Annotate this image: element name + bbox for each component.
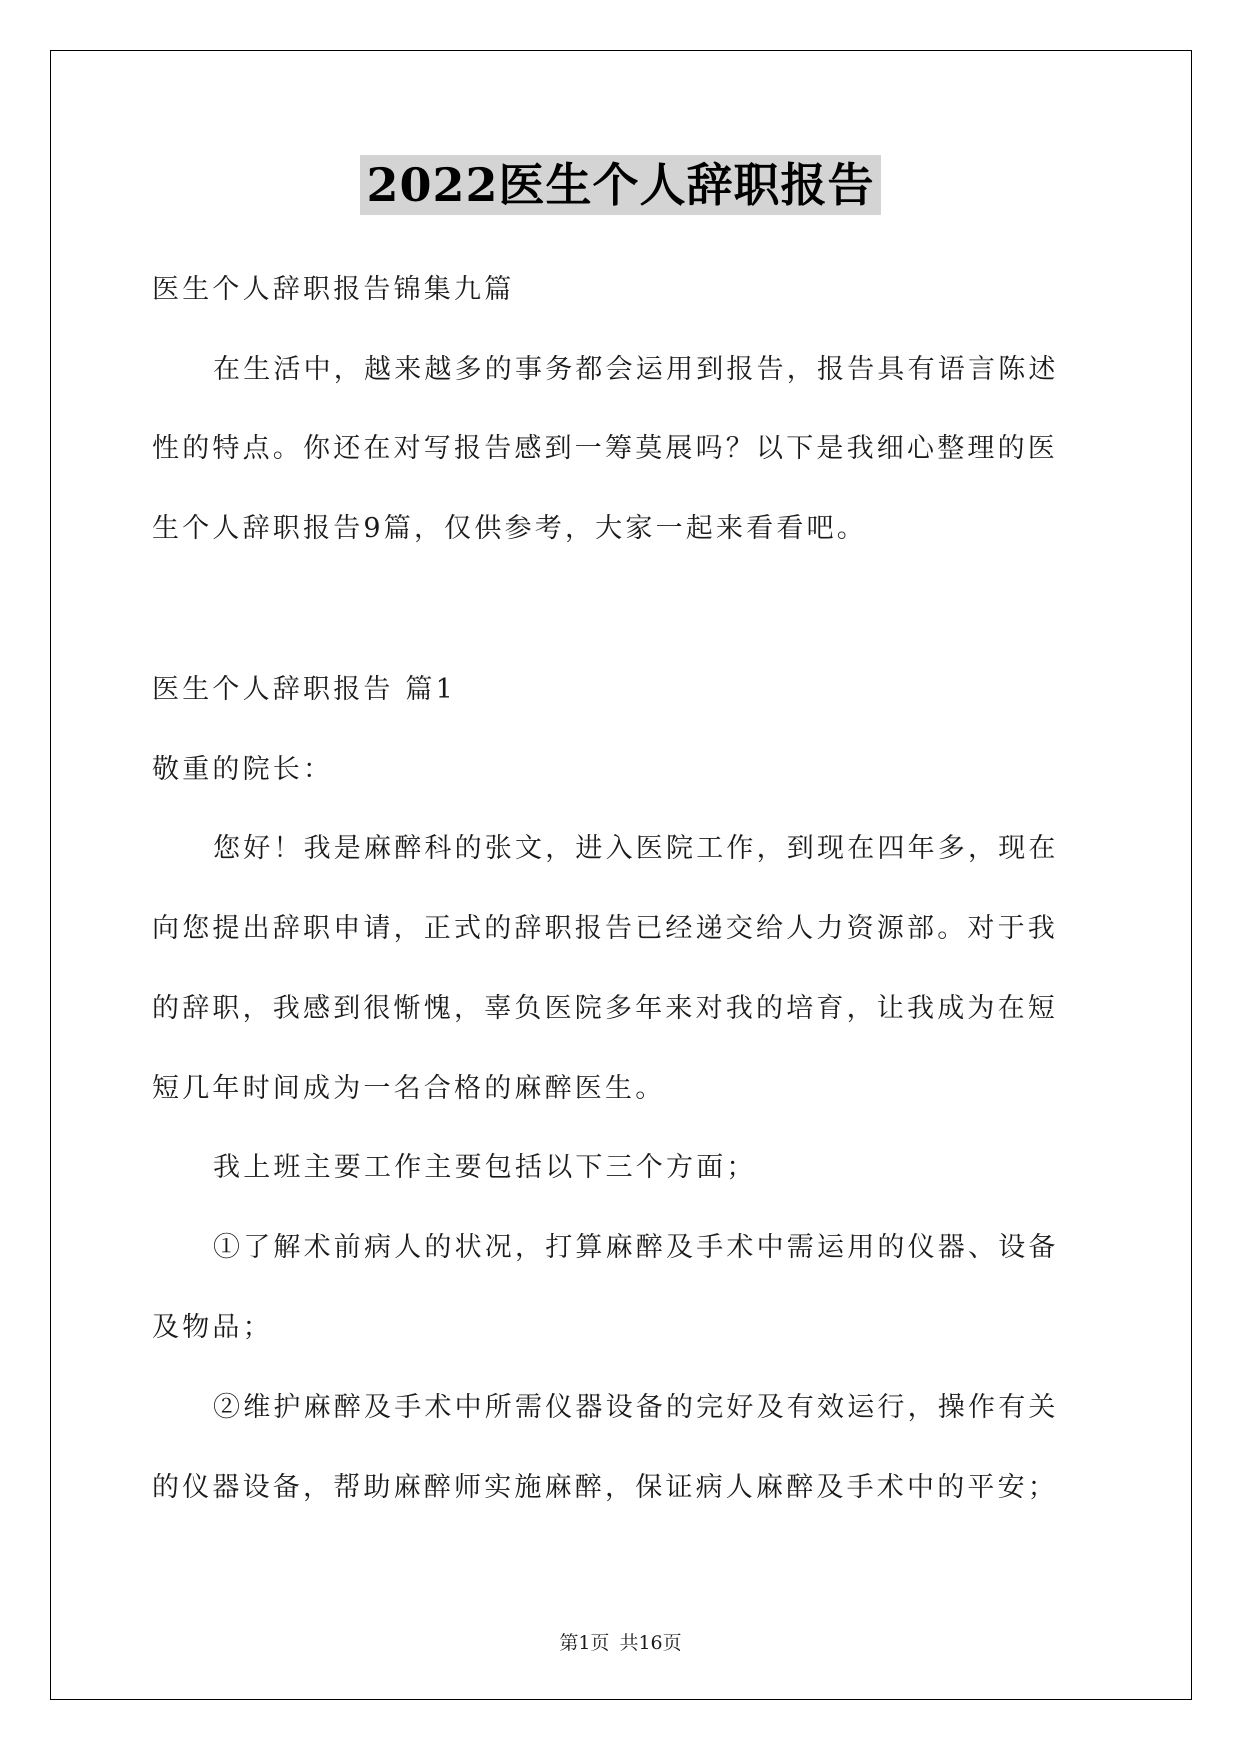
paragraph-line: 性的特点。你还在对写报告感到一筹莫展吗？以下是我细心整理的医: [152, 433, 1058, 464]
paragraph-line: 向您提出辞职申请，正式的辞职报告已经递交给人力资源部。对于我: [152, 913, 1058, 944]
page-total: 共16页: [619, 1632, 682, 1654]
paragraph-line: 生个人辞职报告9篇，仅供参考，大家一起来看看吧。: [152, 513, 867, 544]
section-heading: 医生个人辞职报告 篇1: [152, 674, 456, 705]
paragraph-line: 短几年时间成为一名合格的麻醉医生。: [152, 1073, 666, 1104]
document-title: 2022医生个人辞职报告: [360, 155, 880, 215]
paragraph-line: 我上班主要工作主要包括以下三个方面；: [213, 1152, 757, 1183]
list-item-line: 的仪器设备，帮助麻醉师实施麻醉，保证病人麻醉及手术中的平安；: [152, 1472, 1058, 1503]
subtitle-line: 医生个人辞职报告锦集九篇: [152, 274, 515, 305]
salutation: 敬重的院长：: [152, 754, 334, 785]
paragraph-line: 您好！我是麻醉科的张文，进入医院工作，到现在四年多，现在: [213, 833, 1059, 864]
paragraph-line: 的辞职，我感到很惭愧，辜负医院多年来对我的培育，让我成为在短: [152, 993, 1058, 1024]
title-container: [0, 155, 1241, 215]
page-footer: [0, 1628, 1241, 1655]
list-item-line: 及物品；: [152, 1312, 273, 1343]
paragraph-line: 在生活中，越来越多的事务都会运用到报告，报告具有语言陈述: [213, 354, 1059, 385]
list-item-line: ①了解术前病人的状况，打算麻醉及手术中需运用的仪器、设备: [213, 1232, 1059, 1263]
list-item-line: ②维护麻醉及手术中所需仪器设备的完好及有效运行，操作有关: [213, 1392, 1059, 1423]
page-number: 第1页: [559, 1632, 610, 1654]
